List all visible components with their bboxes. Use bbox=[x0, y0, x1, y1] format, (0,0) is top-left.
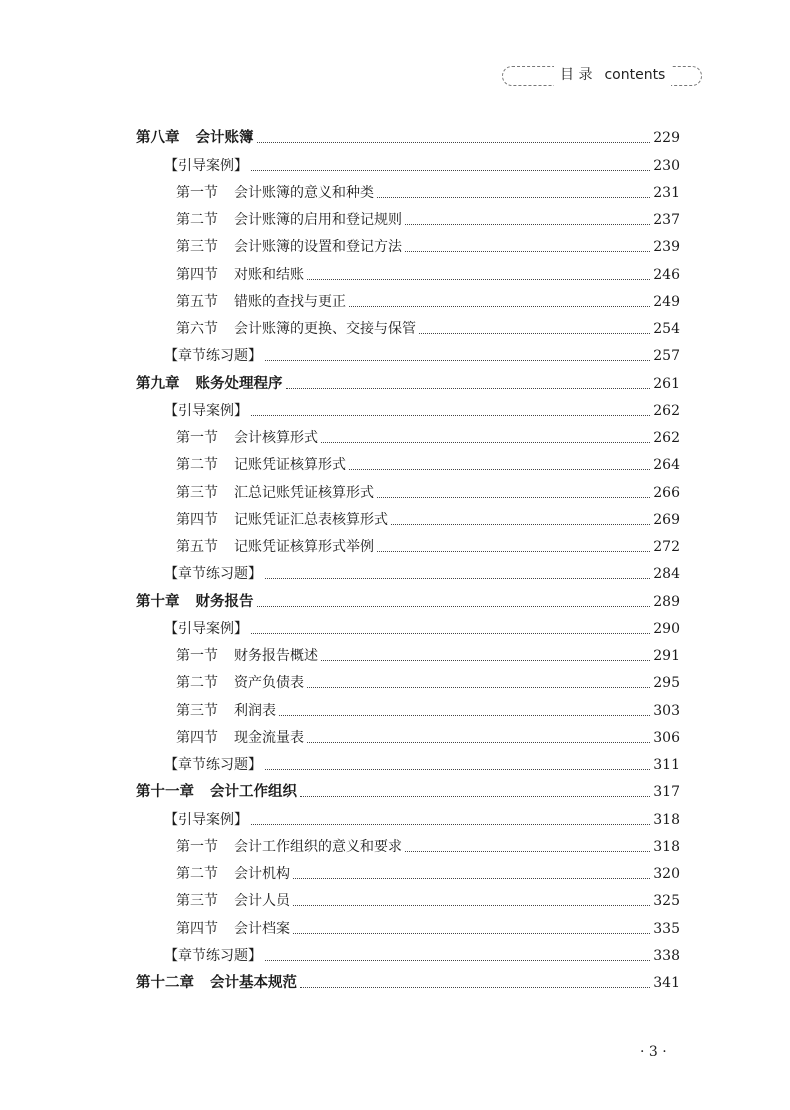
dot-leader bbox=[257, 606, 651, 607]
toc-entry-label: 第三节 bbox=[176, 484, 218, 501]
toc-entry-page: 295 bbox=[653, 675, 680, 692]
toc-entry-text: 【章节练习题】 bbox=[164, 348, 262, 365]
toc-entry-page: 266 bbox=[653, 484, 680, 501]
dot-leader bbox=[307, 687, 650, 688]
header-title-cn: 目 录 bbox=[560, 67, 593, 83]
toc-entry-page: 257 bbox=[653, 348, 680, 365]
toc-entry-section[interactable] bbox=[0, 724, 790, 751]
dot-leader bbox=[251, 824, 650, 825]
toc-entry-text: 会计机构 bbox=[234, 866, 290, 882]
dot-leader bbox=[419, 333, 650, 334]
toc-entry-page: 303 bbox=[653, 702, 680, 719]
toc-entry-page: 289 bbox=[653, 593, 680, 610]
toc-entry-text: 现金流量表 bbox=[234, 729, 304, 746]
toc-entry-text: 汇总记账凭证核算形式 bbox=[234, 484, 374, 501]
dot-leader bbox=[321, 660, 650, 661]
toc-entry-title bbox=[176, 484, 374, 502]
toc-entry-text: 会计账簿的更换、交接与保管 bbox=[234, 321, 416, 337]
toc-entry-label: 第一节 bbox=[176, 184, 218, 201]
toc-entry-section[interactable] bbox=[0, 478, 790, 505]
toc-entry-text: 【引导案例】 bbox=[164, 620, 248, 637]
dot-leader bbox=[251, 633, 650, 634]
dot-leader bbox=[251, 415, 650, 416]
toc-entry-page: 237 bbox=[653, 212, 680, 228]
toc-entry-text: 错账的查找与更正 bbox=[234, 293, 346, 310]
toc-entry-chapter[interactable] bbox=[0, 778, 790, 805]
toc-entry-label: 第十章 bbox=[136, 593, 180, 610]
toc-entry-label: 第四节 bbox=[176, 920, 218, 937]
toc-entry-chapter[interactable] bbox=[0, 587, 790, 614]
toc-entry-page: 231 bbox=[653, 184, 680, 201]
dot-leader bbox=[265, 960, 650, 961]
dot-leader bbox=[349, 306, 650, 307]
toc-entry-page: 291 bbox=[653, 648, 680, 664]
toc-entry-page: 338 bbox=[653, 947, 680, 964]
toc-entry-title bbox=[136, 593, 254, 611]
toc-entry-label: 第一节 bbox=[176, 430, 218, 446]
toc-entry-page: 230 bbox=[653, 157, 680, 174]
toc-entry-page: 341 bbox=[653, 975, 680, 991]
toc-entry-text: 账务处理程序 bbox=[195, 375, 283, 392]
toc-entry-title bbox=[176, 511, 388, 529]
toc-entry-case[interactable] bbox=[0, 151, 790, 178]
dot-leader bbox=[293, 933, 650, 934]
page-header bbox=[502, 62, 702, 88]
toc-entry-section[interactable] bbox=[0, 533, 790, 560]
toc-entry-text: 会计档案 bbox=[234, 920, 290, 937]
toc-entry-title bbox=[176, 729, 304, 747]
toc-entry-label: 第三节 bbox=[176, 702, 218, 719]
toc-entry-label: 第三节 bbox=[176, 893, 218, 910]
toc-entry-text: 【引导案例】 bbox=[164, 157, 248, 174]
toc-entry-label: 第十一章 bbox=[136, 784, 194, 801]
toc-entry-title bbox=[164, 402, 248, 420]
toc-entry-title bbox=[164, 565, 262, 583]
toc-entry-section[interactable] bbox=[0, 669, 790, 696]
toc-entry-text: 【引导案例】 bbox=[164, 811, 248, 828]
toc-entry-text: 记账凭证核算形式举例 bbox=[234, 539, 374, 555]
toc-entry-title bbox=[176, 429, 318, 447]
toc-entry-label: 第六节 bbox=[176, 321, 218, 337]
toc-entry-chapter[interactable] bbox=[0, 369, 790, 396]
toc-entry-section[interactable] bbox=[0, 288, 790, 315]
header-title-en: contents bbox=[604, 67, 666, 83]
toc-entry-title bbox=[176, 538, 374, 556]
toc-entry-label: 第二节 bbox=[176, 866, 218, 882]
toc-entry-title bbox=[176, 211, 402, 229]
toc-entry-case[interactable] bbox=[0, 615, 790, 642]
toc-entry-title bbox=[176, 838, 402, 856]
toc-entry-case[interactable] bbox=[0, 397, 790, 424]
toc-entry-label: 第一节 bbox=[176, 838, 218, 855]
toc-entry-label: 第五节 bbox=[176, 539, 218, 555]
toc-entry-title bbox=[136, 375, 283, 393]
toc-entry-case[interactable] bbox=[0, 342, 790, 369]
toc-entry-page: 311 bbox=[653, 757, 680, 773]
toc-entry-text: 会计账簿的意义和种类 bbox=[234, 184, 374, 201]
toc-entry-section[interactable] bbox=[0, 424, 790, 451]
toc-entry-text: 【章节练习题】 bbox=[164, 566, 262, 583]
toc-entry-title bbox=[136, 129, 254, 147]
dot-leader bbox=[307, 279, 650, 280]
toc-entry-page: 272 bbox=[653, 539, 680, 555]
toc-entry-label: 第五节 bbox=[176, 293, 218, 310]
toc-entry-text: 会计核算形式 bbox=[234, 430, 318, 446]
toc-entry-page: 318 bbox=[653, 811, 680, 828]
dot-leader bbox=[300, 987, 650, 988]
toc-entry-section[interactable] bbox=[0, 914, 790, 941]
toc-entry-label: 第十二章 bbox=[136, 975, 194, 991]
toc-entry-text: 记账凭证汇总表核算形式 bbox=[234, 511, 388, 528]
toc-entry-case[interactable] bbox=[0, 751, 790, 778]
toc-entry-text: 会计账簿的设置和登记方法 bbox=[234, 239, 402, 256]
toc-entry-page: 306 bbox=[653, 729, 680, 746]
dot-leader bbox=[377, 497, 650, 498]
toc-entry-title bbox=[164, 811, 248, 829]
toc-entry-label: 第一节 bbox=[176, 648, 218, 664]
dot-leader bbox=[251, 170, 650, 171]
toc-entry-title bbox=[176, 320, 416, 338]
toc-entry-title bbox=[136, 783, 297, 801]
toc-entry-section[interactable] bbox=[0, 451, 790, 478]
toc-entry-case[interactable] bbox=[0, 805, 790, 832]
toc-entry-title bbox=[164, 347, 262, 365]
toc-entry-case[interactable] bbox=[0, 942, 790, 969]
toc-entry-title bbox=[176, 266, 304, 284]
toc-entry-title bbox=[176, 647, 318, 665]
toc-entry-section[interactable] bbox=[0, 260, 790, 287]
toc-entry-label: 第四节 bbox=[176, 729, 218, 746]
dot-leader bbox=[349, 469, 650, 470]
toc-entry-title bbox=[176, 456, 346, 474]
toc-entry-section[interactable] bbox=[0, 642, 790, 669]
toc-entry-text: 资产负债表 bbox=[234, 675, 304, 692]
toc-entry-chapter[interactable] bbox=[0, 969, 790, 996]
dot-leader bbox=[265, 578, 650, 579]
toc-entry-page: 254 bbox=[653, 321, 680, 337]
toc-entry-page: 318 bbox=[653, 838, 680, 855]
dot-leader bbox=[293, 878, 650, 879]
page-number: · 3 · bbox=[640, 1044, 667, 1060]
dot-leader bbox=[405, 224, 650, 225]
toc-entry-label: 第二节 bbox=[176, 212, 218, 228]
toc-entry-title bbox=[136, 974, 297, 992]
dot-leader bbox=[391, 524, 650, 525]
toc-entry-text: 【章节练习题】 bbox=[164, 947, 262, 964]
toc-entry-title bbox=[164, 157, 248, 175]
toc-entry-title bbox=[176, 293, 346, 311]
toc-entry-label: 第四节 bbox=[176, 511, 218, 528]
toc-entry-page: 320 bbox=[653, 866, 680, 882]
toc-entry-text: 会计工作组织的意义和要求 bbox=[234, 838, 402, 855]
toc-entry-section[interactable] bbox=[0, 860, 790, 887]
dot-leader bbox=[321, 442, 650, 443]
toc-entry-page: 290 bbox=[653, 620, 680, 637]
toc-entry-label: 第四节 bbox=[176, 266, 218, 283]
dot-leader bbox=[265, 769, 650, 770]
toc-entry-label: 第九章 bbox=[136, 375, 180, 392]
toc-entry-case[interactable] bbox=[0, 560, 790, 587]
toc-entry-label: 第三节 bbox=[176, 239, 218, 256]
toc-entry-text: 会计工作组织 bbox=[210, 784, 297, 801]
toc-entry-title bbox=[164, 756, 262, 774]
header-title bbox=[554, 62, 671, 88]
toc-entry-page: 229 bbox=[653, 130, 680, 147]
toc-entry-text: 利润表 bbox=[234, 702, 276, 719]
toc-entry-text: 财务报告概述 bbox=[234, 648, 318, 664]
toc-entry-title bbox=[176, 865, 290, 883]
toc-entry-section[interactable] bbox=[0, 206, 790, 233]
dot-leader bbox=[293, 905, 650, 906]
dot-leader bbox=[279, 715, 650, 716]
dot-leader bbox=[405, 851, 650, 852]
toc-entry-title bbox=[176, 702, 276, 720]
toc-entry-section[interactable] bbox=[0, 887, 790, 914]
toc-entry-label: 第八章 bbox=[136, 130, 180, 147]
toc-entry-section[interactable] bbox=[0, 833, 790, 860]
toc-entry-page: 317 bbox=[653, 784, 680, 801]
toc-entry-page: 262 bbox=[653, 402, 680, 419]
toc-entry-text: 【章节练习题】 bbox=[164, 757, 262, 773]
table-of-contents bbox=[0, 124, 790, 996]
toc-entry-title bbox=[176, 892, 290, 910]
toc-entry-page: 284 bbox=[653, 566, 680, 583]
toc-entry-text: 记账凭证核算形式 bbox=[234, 457, 346, 474]
dot-leader bbox=[307, 742, 650, 743]
toc-entry-title bbox=[176, 920, 290, 938]
dot-leader bbox=[377, 551, 650, 552]
toc-entry-chapter[interactable] bbox=[0, 124, 790, 151]
toc-entry-title bbox=[176, 674, 304, 692]
toc-entry-text: 会计基本规范 bbox=[210, 975, 297, 991]
toc-entry-page: 249 bbox=[653, 293, 680, 310]
toc-entry-label: 第二节 bbox=[176, 457, 218, 474]
dot-leader bbox=[300, 796, 650, 797]
toc-entry-section[interactable] bbox=[0, 233, 790, 260]
toc-entry-section[interactable] bbox=[0, 179, 790, 206]
toc-entry-page: 239 bbox=[653, 239, 680, 256]
toc-entry-page: 325 bbox=[653, 893, 680, 910]
toc-entry-label: 第二节 bbox=[176, 675, 218, 692]
toc-entry-section[interactable] bbox=[0, 696, 790, 723]
toc-entry-page: 262 bbox=[653, 430, 680, 446]
dot-leader bbox=[257, 142, 651, 143]
toc-entry-page: 246 bbox=[653, 266, 680, 283]
toc-entry-page: 335 bbox=[653, 920, 680, 937]
toc-entry-text: 会计账簿的启用和登记规则 bbox=[234, 212, 402, 228]
toc-entry-text: 【引导案例】 bbox=[164, 402, 248, 419]
dot-leader bbox=[377, 197, 650, 198]
toc-entry-text: 会计账簿 bbox=[195, 130, 254, 147]
toc-entry-text: 会计人员 bbox=[234, 893, 290, 910]
toc-entry-title bbox=[164, 620, 248, 638]
dot-leader bbox=[405, 251, 650, 252]
toc-entry-section[interactable] bbox=[0, 315, 790, 342]
toc-entry-page: 269 bbox=[653, 511, 680, 528]
toc-entry-section[interactable] bbox=[0, 506, 790, 533]
dot-leader bbox=[286, 388, 651, 389]
toc-entry-page: 264 bbox=[653, 457, 680, 474]
toc-entry-title bbox=[164, 947, 262, 965]
toc-entry-text: 财务报告 bbox=[195, 593, 254, 610]
toc-entry-title bbox=[176, 184, 374, 202]
toc-entry-text: 对账和结账 bbox=[234, 266, 304, 283]
toc-entry-title bbox=[176, 238, 402, 256]
dot-leader bbox=[265, 360, 650, 361]
toc-entry-page: 261 bbox=[653, 375, 680, 392]
